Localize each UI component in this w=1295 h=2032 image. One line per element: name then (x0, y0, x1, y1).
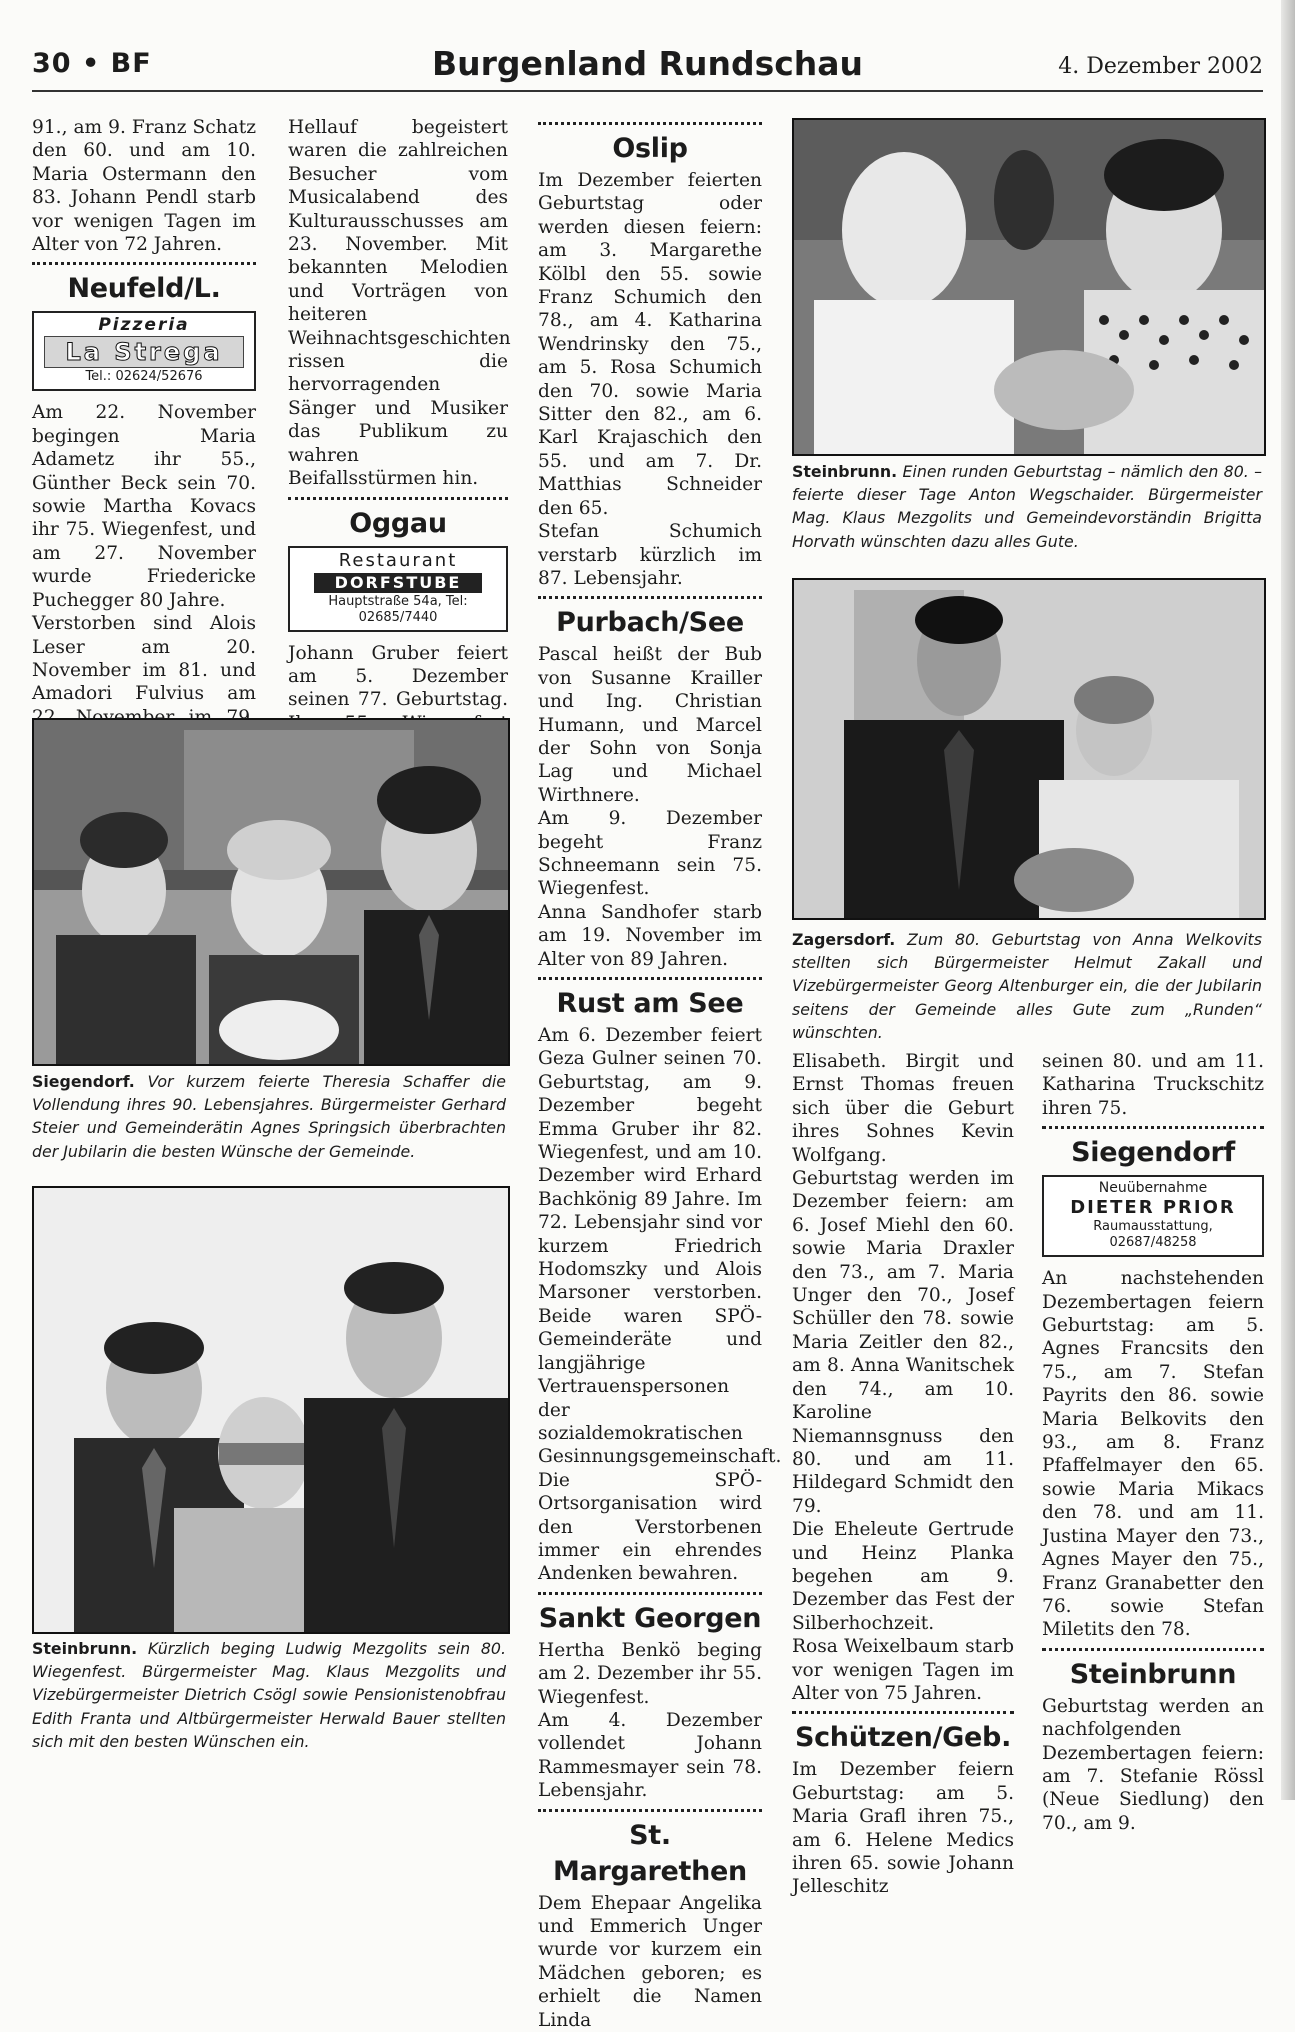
issue-date: 4. Dezember 2002 (1058, 54, 1263, 79)
caption-text: Einen runden Geburtstag – nämlich den 80. – feierte dieser Tage Anton Wegschaider. Bürgermeister Mag. Klaus Mezgolits und Gemeindevorständin Brigitta Horvath wünschten dazu alles Gute. (792, 462, 1262, 551)
photo-steinbrunn-1-image (34, 1188, 508, 1632)
dotted-divider (32, 262, 256, 265)
ad-line: DIETER PRIOR (1070, 1197, 1236, 1219)
article-text: Johann Gruber feiert am 5. Dezember seinen 77. Geburtstag. (288, 642, 508, 711)
article-text: Stefan Schumich verstarb kürzlich im 87. Lebensjahr. (538, 521, 762, 589)
photo-siegendorf-image (34, 720, 508, 1064)
article-text: Verstorben sind Alois Leser am 20. November im 81. und Amadori Fulvius am (32, 613, 256, 705)
photo-steinbrunn-2 (792, 118, 1266, 456)
place-heading-oggau: Oggau (349, 507, 447, 539)
ad-line: DORFSTUBE (314, 573, 482, 593)
photo-zagersdorf (792, 578, 1266, 920)
article-text: Elisabeth. Birgit und Ernst Thomas freuen sich über die Geburt ihres Sohnes Kevin Wolfgang. (792, 1051, 1014, 1166)
ad-dorfstube (288, 546, 508, 632)
article-text: Im Dezember feierten Geburtstag oder werden diesen feiern: am 3. Margarethe Kölbl den 55. sowie Franz Schumich den 78., am 4. Katharina Wendrinsky den 75., am 5. Rosa Schumich den 70. sowie Maria Sitter den 82., am 6. Karl Krajaschich den 55. und am 7. Dr. Matthias Schneider den 65. (538, 170, 762, 519)
place-heading-sankt-georgen: Sankt Georgen (538, 1602, 762, 1634)
newspaper-title: Burgenland Rundschau (431, 44, 864, 83)
header-rule (32, 90, 1263, 92)
article-text: seinen 80. und am 11. Katharina Truckschitz ihren 75. (1042, 1051, 1264, 1119)
column-1 (32, 116, 256, 753)
page-number: 30 • BF (32, 48, 152, 79)
place-heading-oslip: Oslip (612, 133, 688, 164)
photo-steinbrunn-1 (32, 1186, 510, 1634)
article-text: Die Eheleute Gertrude und Heinz Planka begehen am 9. Dezember das Fest der Silberhochzeit. (792, 1519, 1014, 1634)
article-text: 91., am 9. Franz Schatz den 60. und am 10. Maria Ostermann den 83. Johann Pendl starb vor wenigen Tagen im Alter von 72 Jahren. (32, 117, 256, 256)
article-text: Anna Sandhofer starb am 19. November im Alter von 89 Jahren. (538, 901, 762, 970)
ad-line: Pizzeria (98, 315, 190, 336)
column-5 (1042, 1050, 1264, 1835)
ad-line: Neuübernahme (1098, 1180, 1208, 1197)
article-text: Hertha Benkö beging am 2. Dezember ihr 55. Wiegenfest. (538, 1639, 762, 1708)
article-text: Am 4. Dezember vollendet Johann Rammesmayer sein 78. Lebensjahr. (538, 1709, 762, 1802)
caption-place: Steinbrunn. (792, 462, 898, 481)
column-3 (538, 112, 782, 2032)
caption-place: Steinbrunn. (32, 1639, 138, 1658)
dotted-divider (1042, 1648, 1264, 1651)
photo-siegendorf (32, 718, 510, 1066)
dotted-divider (288, 497, 508, 500)
caption-text: Zum 80. Geburtstag von Anna Welkovits stellten sich Bürgermeister Helmut Zakall und Vizebürgermeister Georg Altenburger ein, die der Jubilarin seitens der Gemeinde alles Gute zum „Runden“ wünschten. (792, 930, 1262, 1042)
caption-siegendorf (32, 1070, 506, 1163)
photo-zagersdorf-image (794, 580, 1264, 918)
article-text: Rosa Weixelbaum starb vor wenigen Tagen im Alter von 75 Jahren. (792, 1636, 1014, 1704)
article-text: Hellauf begeistert waren die zahlreichen Besucher vom Musicalabend des Kulturausschusses am 23. November. Mit bekannten Melodien und Vorträgen von heiteren Weihnachtsgeschichten rissen die hervorragenden Sänger und Musiker das Publikum zu wahren Beifallsstürmen hin. (288, 117, 511, 490)
article-text: Am 9. Dezember begeht Franz Schneemann sein 75. Wiegenfest. (538, 808, 762, 900)
dotted-divider (792, 1711, 1014, 1714)
article-text: Pascal heißt der Bub von Susanne Krailler und Ing. Christian Humann, und Marcel der Sohn von Sonja Lag und Michael Wirthnere. (538, 644, 762, 806)
ad-pizzeria (32, 311, 256, 391)
column-4 (792, 1050, 1014, 1899)
caption-text: Vor kurzem feierte Theresia Schaffer die Vollendung ihres 90. Lebensjahres. Bürgermeister Gerhard Steier und Gemeinderätin Agnes Springsich überbrachten der Jubilarin die besten Wünsche der Gemeinde. (32, 1072, 506, 1161)
article-text: Im Dezember feiern Geburtstag: am 5. Maria Grafl ihren 75., am 6. Helene Medics ihren 65. sowie Johann Jelleschitz (792, 1759, 1014, 1898)
place-heading-purbach: Purbach/See (556, 607, 744, 639)
ad-line: Tel.: 02624/52676 (85, 369, 203, 385)
dotted-divider (538, 1592, 762, 1595)
dotted-divider (538, 977, 762, 980)
place-heading-siegendorf: Siegendorf (1071, 1137, 1235, 1169)
place-heading-neufeld: Neufeld/L. (67, 273, 221, 305)
ad-line: Raumausstattung, 02687/48258 (1093, 1219, 1213, 1251)
caption-steinbrunn-2 (792, 460, 1262, 553)
caption-place: Siegendorf. (32, 1072, 135, 1091)
page-edge-shadow (1281, 0, 1295, 1800)
place-heading-steinbrunn: Steinbrunn (1069, 1658, 1237, 1690)
caption-zagersdorf (792, 928, 1262, 1044)
caption-text: Kürzlich beging Ludwig Mezgolits sein 80. Wiegenfest. Bürgermeister Mag. Klaus Mezgolits und Vizebürgermeister Dietrich Csögl sowie Pensionistenobfrau Edith Franta und Altbürgermeister Herwald Bauer stellten sich mit den besten Wünschen ein. (32, 1639, 506, 1751)
dotted-divider (538, 122, 762, 125)
ad-line: Restaurant (338, 549, 458, 571)
place-heading-st-margarethen: St. Margarethen (553, 1819, 747, 1887)
dotted-divider (538, 596, 762, 599)
photo-steinbrunn-2-image (794, 120, 1264, 454)
caption-steinbrunn-1 (32, 1637, 506, 1753)
ad-line: Hauptstraße 54a, Tel: 02685/7440 (328, 593, 468, 625)
dotted-divider (538, 1809, 762, 1812)
article-text: Geburtstag werden im Dezember feiern: am 6. Josef Miehl den 60. sowie Maria Draxler den 73., am 7. Maria Unger den 70., Josef Schüller den 78. sowie Maria Zeitler den 82., am 8. Anna Wanitschek den 74., am 10. Karoline Niemannsgnuss den 80. und am 11. Hildegard Schmidt den 79. (792, 1168, 1014, 1517)
article-text: Am 6. Dezember feiert Geza Gulner seinen 70. Geburtstag, am 9. Dezember begeht Emma Gruber ihr 82. Wiegenfest, und am 10. Dezember wird Erhard Bachkönig 89 Jahre. Im 72. Lebensjahr sind vor kurzem Friedrich Hodomszky und Alois Marsoner verstorben. Beide waren SPÖ-Gemeinderäte und langjährige Vertrauenspersonen der sozialdemokratischen Gesinnungsgemeinschaft. Die SPÖ-Ortsorganisation wird den Verstorbenen immer ein ehrendes Andenken bewahren. (538, 1025, 782, 1585)
article-text: An nachstehenden Dezembertagen feiern Geburtstag: am 5. Agnes Francsits den 75., am 7. Stefan Payrits den 86. sowie Maria Belkovits den 93., am 8. Franz Pfaffelmayer den 65. sowie Maria Mikacs den 78. und am 11. Justina Mayer den 73., Agnes Mayer den 75., Franz Granabetter den 76. sowie Stefan Miletits den 78. (1042, 1268, 1264, 1641)
ad-line: La Strega (44, 336, 244, 368)
place-heading-schuetzen: Schützen/Geb. (794, 1722, 1012, 1754)
article-text: Am 22. November begingen Maria Adametz ihr 55., Günther Beck sein 70. sowie Martha Kovacs ihr 75. Wiegenfest, und am 27. November wurde Friedericke Puchegger 80 Jahre. (32, 402, 256, 611)
article-text: Dem Ehepaar Angelika und Emmerich Unger wurde vor kurzem ein Mädchen geboren; es erhielt die Namen Linda (538, 1892, 762, 2031)
article-text: Geburtstag werden an nachfolgenden Dezembertagen feiern: am 7. Stefanie Rössl (Neue Siedlung) den 70., am 9. (1042, 1695, 1264, 1834)
caption-place: Zagersdorf. (792, 930, 896, 949)
ad-dieter-prior (1042, 1175, 1264, 1257)
dotted-divider (1042, 1126, 1264, 1129)
place-heading-rust: Rust am See (556, 988, 744, 1019)
